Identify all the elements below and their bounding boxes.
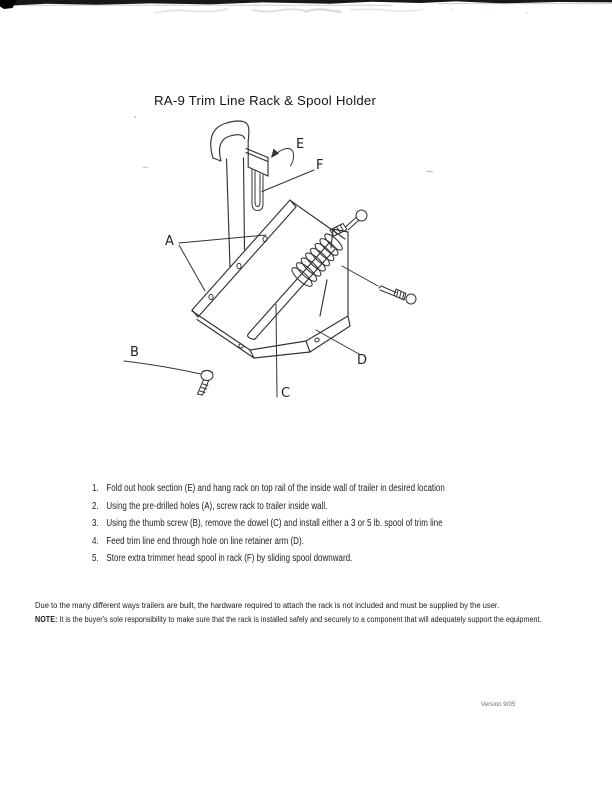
fold-out-flap (246, 149, 268, 177)
instruction-number: 2. (92, 500, 99, 512)
note-text: It is the buyer's sole responsibility to make sure that the rack is installed safely and securely to a component that will adequately support the equipment. (59, 614, 542, 624)
instruction-text: Feed trim line end through hole on line retainer arm (D). (106, 535, 304, 547)
spool-coil (289, 232, 344, 289)
instruction-item (92, 518, 445, 536)
leader-lines (124, 170, 359, 397)
label-c: C (281, 386, 291, 401)
instruction-text: Using the thumb screw (B), remove the dowel (C) and install either a 3 or 5 lb. spool of trim line (106, 518, 443, 530)
back-plate (192, 200, 345, 317)
instruction-number: 1. (92, 483, 99, 494)
version-text: Version 9/05 (481, 701, 516, 708)
document-title: RA-9 Trim Line Rack & Spool Holder (154, 93, 377, 108)
instruction-text: Using the pre-drilled holes (A), screw rack to trailer inside wall. (106, 500, 328, 512)
scan-specks (134, 116, 433, 172)
diagram-labels (130, 137, 367, 401)
leader-c (276, 305, 277, 398)
bottom-lip (192, 311, 310, 358)
fold-arrow (271, 149, 294, 167)
hardware-note: Due to the many different ways trailers are built, the hardware required to attach the rack is not included and must be supplied by the user. (35, 601, 500, 610)
label-b: B (130, 345, 139, 360)
note-label: NOTE: (35, 614, 58, 624)
leader-a2 (179, 245, 205, 291)
hanger-strap (227, 158, 245, 267)
label-f: F (316, 158, 324, 173)
notes-section (35, 599, 605, 626)
instruction-text: Store extra trimmer head spool in rack (F) by sliding spool downward. (106, 553, 353, 565)
rack-drawing (124, 121, 416, 397)
instruction-item (92, 501, 445, 519)
scan-smudges (155, 8, 528, 14)
leader-f (262, 170, 314, 192)
instruction-item (92, 553, 445, 571)
instruction-number: 3. (92, 518, 99, 530)
hook-section (211, 121, 249, 161)
spool-rack-slot (252, 169, 263, 211)
dowel (248, 242, 336, 340)
loose-screw (342, 266, 416, 304)
instruction-text: Fold out hook section (E) and hang rack on top rail of the inside wall of trailer in desired location (106, 483, 445, 494)
label-e: E (296, 137, 305, 152)
instruction-number: 5. (92, 553, 99, 565)
retainer-arm (306, 229, 350, 352)
scan-artifact-top-bar (0, 0, 612, 9)
instruction-item (92, 536, 445, 554)
label-d: D (357, 353, 368, 368)
responsibility-note (35, 613, 548, 627)
label-a: A (165, 234, 174, 249)
instruction-number: 4. (92, 535, 99, 547)
leader-b (124, 361, 201, 374)
instruction-list (92, 483, 533, 571)
scan-corner-blob (0, 0, 17, 9)
instruction-item (92, 483, 445, 501)
mounting-holes (209, 236, 267, 299)
